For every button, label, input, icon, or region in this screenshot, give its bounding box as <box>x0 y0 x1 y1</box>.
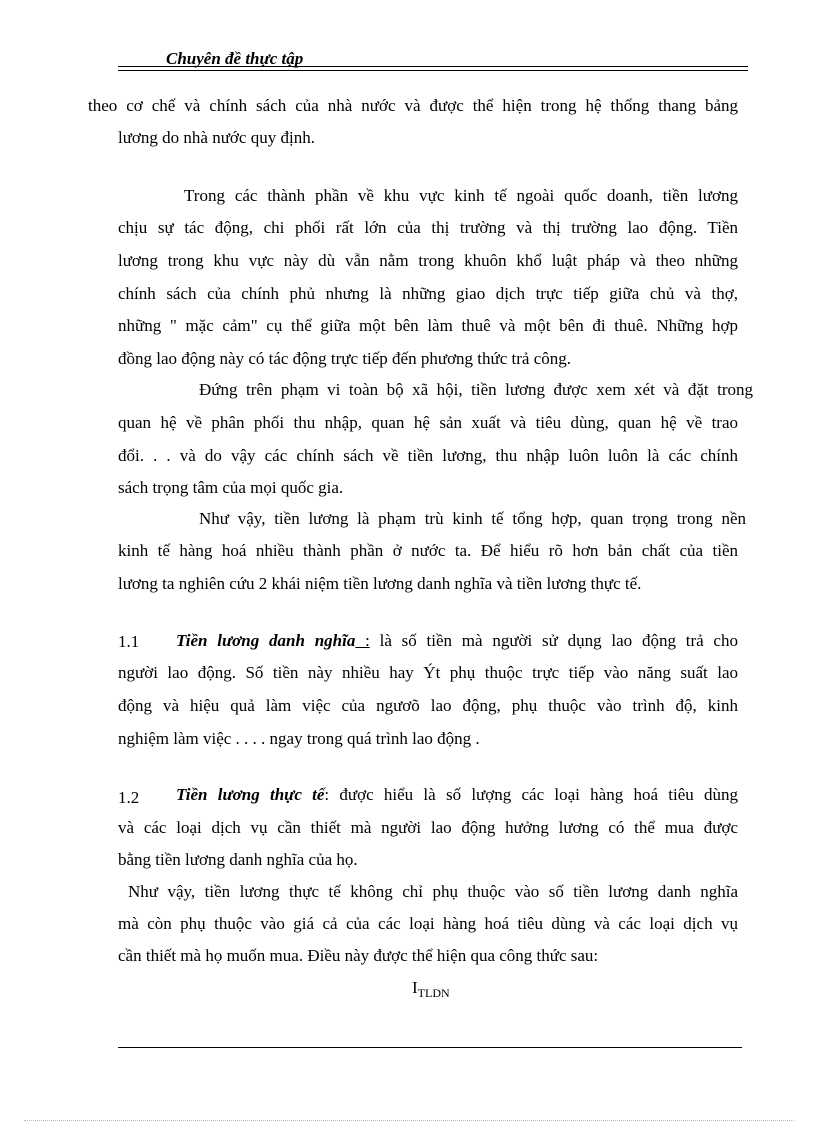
text-line: chính sách của chính phủ nhưng là những giao dịch trực tiếp giữa chủ và thợ, <box>118 284 738 303</box>
text-line: đồng lao động này có tác động trực tiếp đến phương thức trả công. <box>118 349 572 368</box>
section-heading-line <box>176 785 738 805</box>
section-term: Tiền lương danh nghĩa <box>176 631 356 650</box>
section-number: 1.2 <box>118 788 140 807</box>
formula-subscript: TLDN <box>417 986 450 1000</box>
text-line: và các loại dịch vụ cần thiết mà người lao động hưởng lương có thể mua được <box>118 818 738 837</box>
header-rule <box>118 66 748 67</box>
header-title: Chuyên đề thực tập <box>166 49 304 68</box>
text-line: chịu sự tác động, chi phối rất lớn của thị trường và thị trường lao động. Tiền <box>118 218 738 237</box>
text-line: nghiệm làm việc . . . . ngay trong quá trình lao động . <box>118 729 480 748</box>
formula <box>412 978 450 1001</box>
text-line: Đứng trên phạm vi toàn bộ xã hội, tiền lương được xem xét và đặt trong <box>199 380 753 399</box>
text-line: bằng tiền lương danh nghĩa của họ. <box>118 850 358 869</box>
section-number: 1.1 <box>118 632 140 651</box>
text-line: lương ta nghiên cứu 2 khái niệm tiền lương danh nghĩa và tiền lương thực tế. <box>118 574 642 593</box>
section-colon: : <box>355 631 370 650</box>
text-line: lương trong khu vực này dù vẫn nằm trong khuôn khổ luật pháp và theo những <box>118 251 738 270</box>
section-heading-line <box>176 631 738 651</box>
text-line: người lao động. Số tiền này nhiều hay Ýt phụ thuộc trực tiếp vào năng suất lao <box>118 663 738 682</box>
text-line: sách trọng tâm của mọi quốc gia. <box>118 478 344 497</box>
text-line: kinh tế hàng hoá nhiều thành phần ở nước ta. Để hiểu rõ hơn bản chất của tiền <box>118 541 738 560</box>
section-term: Tiền lương thực tế <box>176 785 325 804</box>
formula-symbol: I <box>412 978 418 997</box>
footer-rule <box>118 1047 742 1048</box>
text-line: những " mặc cảm" cụ thể giữa một bên làm thuê và một bên đi thuê. Những hợp <box>118 316 738 335</box>
section-text: là số tiền mà người sử dụng lao động trả cho <box>369 631 738 650</box>
text-line: đổi. . . và do vậy các chính sách về tiền lương, thu nhập luôn luôn là các chính <box>118 446 738 465</box>
text-line: cần thiết mà họ muốn mua. Điều này được thể hiện qua công thức sau: <box>118 946 599 965</box>
header-rule-double <box>118 70 748 71</box>
text-line: động và hiệu quả làm việc của ngươõ lao động, phụ thuộc vào trình độ, kinh <box>118 696 738 715</box>
section-text: : được hiểu là số lượng các loại hàng hoá tiêu dùng <box>324 785 739 804</box>
text-line: theo cơ chế và chính sách của nhà nước và được thể hiện trong hệ thống thang bảng <box>88 96 738 115</box>
text-line: lương do nhà nước quy định. <box>118 128 315 147</box>
text-line: mà còn phụ thuộc vào giá cả của các loại hàng hoá tiêu dùng và các loại dịch vụ <box>118 914 738 933</box>
page-bottom-border <box>24 1120 794 1121</box>
text-line: quan hệ về phân phối thu nhập, quan hệ sản xuất và tiêu dùng, quan hệ về trao <box>118 413 738 432</box>
text-line: Như vậy, tiền lương thực tế không chỉ phụ thuộc vào số tiền lương danh nghĩa <box>128 882 738 901</box>
text-line: Như vậy, tiền lương là phạm trù kinh tế tổng hợp, quan trọng trong nền <box>199 509 746 528</box>
text-line: Trong các thành phần về khu vực kinh tế ngoài quốc doanh, tiền lương <box>184 186 738 205</box>
